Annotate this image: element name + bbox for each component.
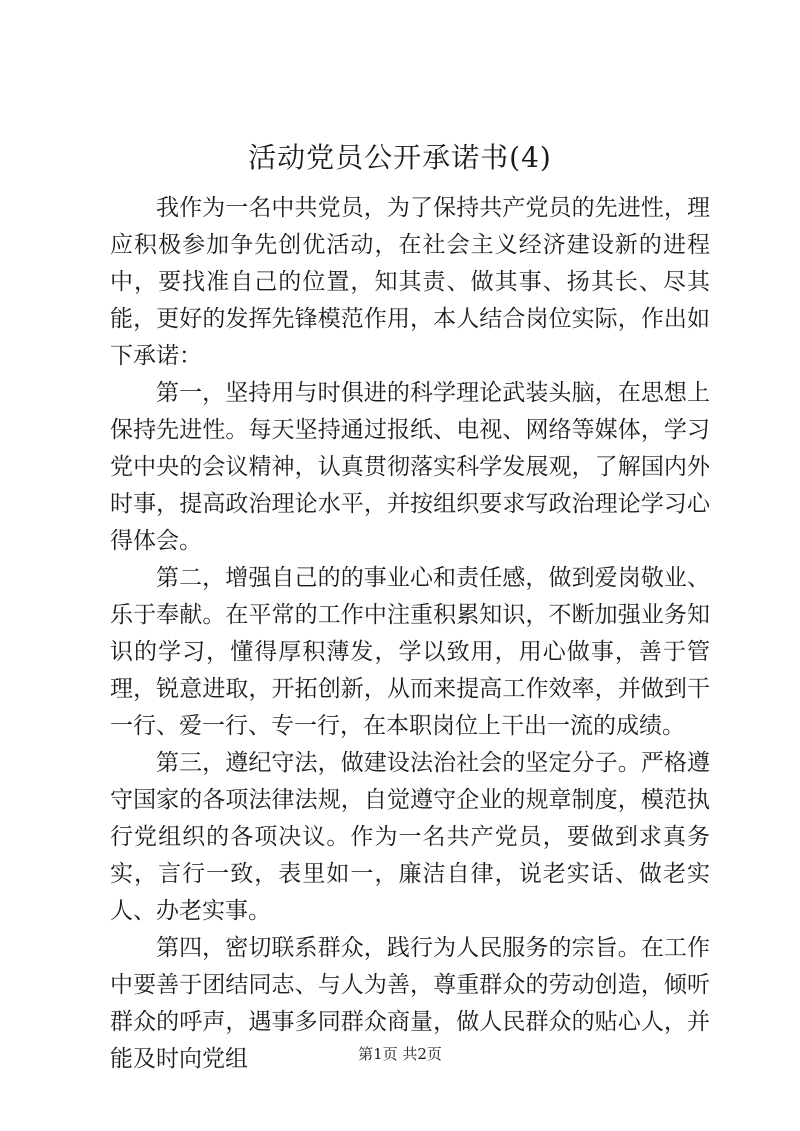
page-footer: 第1页 共2页 [358, 1045, 442, 1063]
intro-paragraph: 我作为一名中共党员，为了保持共产党员的先进性，理应积极参加争先创优活动，在社会主义经济建设新的进程中，要找准自己的位置，知其责、做其事、扬其长、尽其能，更好的发挥先锋模范作用，本人结合岗位实际，作出如下承诺： [110, 195, 710, 369]
commitment-paragraph-3: 第三，遵纪守法，做建设法治社会的坚定分子。严格遵守国家的各项法律法规，自觉遵守企业的规章制度，模范执行党组织的各项决议。作为一名共产党员，要做到求真务实，言行一致，表里如一，廉洁自律，说老实话、做老实人、办老实事。 [110, 750, 710, 924]
document-title: 活动党员公开承诺书(4) [248, 141, 552, 174]
document-body [110, 190, 710, 1078]
commitment-paragraph-2: 第二，增强自己的的事业心和责任感，做到爱岗敬业、乐于奉献。在平常的工作中注重积累知识，不断加强业务知识的学习，懂得厚积薄发，学以致用，用心做事，善于管理，锐意进取，开拓创新，从而来提高工作效率，并做到干一行、爱一行、专一行，在本职岗位上干出一流的成绩。 [110, 565, 710, 739]
commitment-paragraph-1: 第一，坚持用与时俱进的科学理论武装头脑，在思想上保持先进性。每天坚持通过报纸、电视、网络等媒体，学习党中央的会议精神，认真贯彻落实科学发展观，了解国内外时事，提高政治理论水平，并按组织要求写政治理论学习心得体会。 [110, 380, 710, 554]
commitment-paragraph-4: 第四，密切联系群众，践行为人民服务的宗旨。在工作中要善于团结同志、与人为善，尊重群众的劳动创造，倾听群众的呼声，遇事多同群众商量，做人民群众的贴心人，并能及时向党组 [110, 935, 710, 1072]
